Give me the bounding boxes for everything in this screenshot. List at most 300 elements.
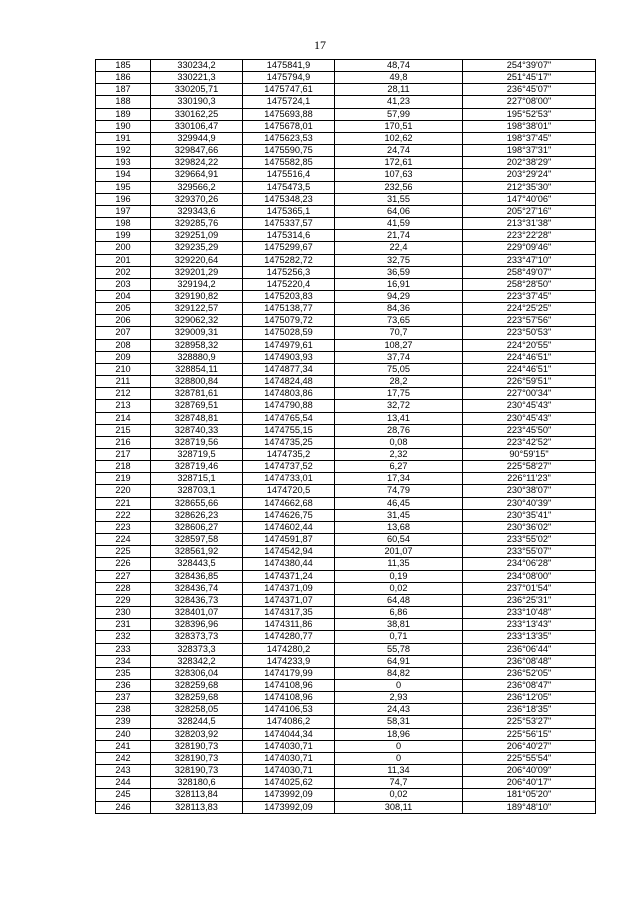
distance-cell: 57,99 [335,108,463,120]
distance-cell: 94,29 [335,290,463,302]
table-row [96,424,596,436]
point-number-cell: 210 [96,363,151,375]
y-coordinate-cell: 1474371,24 [243,570,335,582]
table-row [96,132,596,144]
table-row [96,570,596,582]
table-row [96,60,596,72]
y-coordinate-cell: 1474733,01 [243,473,335,485]
table-row [96,303,596,315]
x-coordinate-cell: 328719,56 [151,436,243,448]
table-row [96,619,596,631]
distance-cell: 64,91 [335,655,463,667]
y-coordinate-cell: 1474979,61 [243,339,335,351]
distance-cell: 24,43 [335,704,463,716]
bearing-cell: 189°48'10" [463,801,596,813]
point-number-cell: 202 [96,266,151,278]
x-coordinate-cell: 328244,5 [151,716,243,728]
y-coordinate-cell: 1475220,4 [243,278,335,290]
table-row [96,631,596,643]
bearing-cell: 223°42'52" [463,436,596,448]
y-coordinate-cell: 1475079,72 [243,315,335,327]
y-coordinate-cell: 1475028,59 [243,327,335,339]
x-coordinate-cell: 328800,84 [151,376,243,388]
x-coordinate-cell: 328342,2 [151,655,243,667]
point-number-cell: 201 [96,254,151,266]
bearing-cell: 203°29'24" [463,169,596,181]
y-coordinate-cell: 1475299,67 [243,242,335,254]
table-row [96,728,596,740]
bearing-cell: 237°01'54" [463,582,596,594]
coordinates-table [95,59,596,814]
bearing-cell: 236°08'48" [463,655,596,667]
x-coordinate-cell: 328626,23 [151,509,243,521]
x-coordinate-cell: 329009,31 [151,327,243,339]
distance-cell: 0,02 [335,582,463,594]
y-coordinate-cell: 1475203,83 [243,290,335,302]
table-row [96,120,596,132]
bearing-cell: 226°11'23" [463,473,596,485]
bearing-cell: 233°13'43" [463,619,596,631]
bearing-cell: 202°38'29" [463,157,596,169]
distance-cell: 74,79 [335,485,463,497]
y-coordinate-cell: 1474737,52 [243,461,335,473]
table-row [96,485,596,497]
bearing-cell: 206°40'09" [463,765,596,777]
bearing-cell: 230°45'43" [463,412,596,424]
y-coordinate-cell: 1475282,72 [243,254,335,266]
x-coordinate-cell: 328769,51 [151,400,243,412]
y-coordinate-cell: 1475841,9 [243,60,335,72]
x-coordinate-cell: 328436,74 [151,582,243,594]
distance-cell: 22,4 [335,242,463,254]
y-coordinate-cell: 1474380,44 [243,558,335,570]
x-coordinate-cell: 328306,04 [151,667,243,679]
point-number-cell: 214 [96,412,151,424]
y-coordinate-cell: 1474877,34 [243,363,335,375]
x-coordinate-cell: 328203,92 [151,728,243,740]
point-number-cell: 240 [96,728,151,740]
bearing-cell: 224°25'25" [463,303,596,315]
distance-cell: 24,74 [335,145,463,157]
x-coordinate-cell: 329201,29 [151,266,243,278]
table-row [96,716,596,728]
point-number-cell: 192 [96,145,151,157]
y-coordinate-cell: 1474030,71 [243,765,335,777]
y-coordinate-cell: 1474735,2 [243,449,335,461]
point-number-cell: 190 [96,120,151,132]
point-number-cell: 191 [96,132,151,144]
bearing-cell: 251°45'17" [463,72,596,84]
point-number-cell: 241 [96,740,151,752]
point-number-cell: 196 [96,193,151,205]
distance-cell: 75,05 [335,363,463,375]
point-number-cell: 235 [96,667,151,679]
y-coordinate-cell: 1474755,15 [243,424,335,436]
distance-cell: 64,48 [335,594,463,606]
table-row [96,449,596,461]
y-coordinate-cell: 1474179,99 [243,667,335,679]
bearing-cell: 236°25'31" [463,594,596,606]
x-coordinate-cell: 328655,66 [151,497,243,509]
point-number-cell: 230 [96,607,151,619]
x-coordinate-cell: 330234,2 [151,60,243,72]
distance-cell: 108,27 [335,339,463,351]
point-number-cell: 222 [96,509,151,521]
distance-cell: 201,07 [335,546,463,558]
point-number-cell: 208 [96,339,151,351]
distance-cell: 48,74 [335,60,463,72]
distance-cell: 64,06 [335,205,463,217]
y-coordinate-cell: 1474735,25 [243,436,335,448]
table-row [96,351,596,363]
bearing-cell: 223°37'45" [463,290,596,302]
table-row [96,740,596,752]
point-number-cell: 227 [96,570,151,582]
table-row [96,412,596,424]
x-coordinate-cell: 328180,6 [151,777,243,789]
x-coordinate-cell: 329122,57 [151,303,243,315]
bearing-cell: 236°06'44" [463,643,596,655]
x-coordinate-cell: 328373,3 [151,643,243,655]
bearing-cell: 223°57'56" [463,315,596,327]
point-number-cell: 200 [96,242,151,254]
table-row [96,230,596,242]
bearing-cell: 206°40'17" [463,777,596,789]
y-coordinate-cell: 1475724,1 [243,96,335,108]
point-number-cell: 217 [96,449,151,461]
distance-cell: 21,74 [335,230,463,242]
distance-cell: 31,55 [335,193,463,205]
point-number-cell: 204 [96,290,151,302]
distance-cell: 17,75 [335,388,463,400]
table-row [96,363,596,375]
y-coordinate-cell: 1475348,23 [243,193,335,205]
x-coordinate-cell: 329343,6 [151,205,243,217]
distance-cell: 74,7 [335,777,463,789]
bearing-cell: 234°08'00" [463,570,596,582]
distance-cell: 18,96 [335,728,463,740]
table-row [96,205,596,217]
x-coordinate-cell: 330162,25 [151,108,243,120]
x-coordinate-cell: 328740,33 [151,424,243,436]
table-row [96,169,596,181]
point-number-cell: 229 [96,594,151,606]
table-row [96,157,596,169]
y-coordinate-cell: 1475337,57 [243,218,335,230]
table-row [96,193,596,205]
distance-cell: 84,36 [335,303,463,315]
y-coordinate-cell: 1474765,54 [243,412,335,424]
x-coordinate-cell: 329062,32 [151,315,243,327]
y-coordinate-cell: 1474108,96 [243,692,335,704]
distance-cell: 31,45 [335,509,463,521]
x-coordinate-cell: 328113,84 [151,789,243,801]
distance-cell: 170,51 [335,120,463,132]
distance-cell: 84,82 [335,667,463,679]
table-row [96,84,596,96]
distance-cell: 41,59 [335,218,463,230]
table-row [96,108,596,120]
x-coordinate-cell: 330221,3 [151,72,243,84]
bearing-cell: 225°53'27" [463,716,596,728]
x-coordinate-cell: 329944,9 [151,132,243,144]
bearing-cell: 254°39'07" [463,60,596,72]
distance-cell: 32,72 [335,400,463,412]
y-coordinate-cell: 1474602,44 [243,521,335,533]
table-row [96,777,596,789]
distance-cell: 0,02 [335,789,463,801]
x-coordinate-cell: 329370,26 [151,193,243,205]
distance-cell: 49,8 [335,72,463,84]
point-number-cell: 226 [96,558,151,570]
y-coordinate-cell: 1475623,53 [243,132,335,144]
y-coordinate-cell: 1474371,07 [243,594,335,606]
x-coordinate-cell: 328373,73 [151,631,243,643]
y-coordinate-cell: 1475590,75 [243,145,335,157]
bearing-cell: 213°31'38" [463,218,596,230]
x-coordinate-cell: 329235,29 [151,242,243,254]
distance-cell: 0 [335,679,463,691]
distance-cell: 60,54 [335,534,463,546]
x-coordinate-cell: 329847,66 [151,145,243,157]
point-number-cell: 207 [96,327,151,339]
y-coordinate-cell: 1473992,09 [243,801,335,813]
distance-cell: 6,27 [335,461,463,473]
table-row [96,327,596,339]
coordinates-table-body [96,60,596,814]
y-coordinate-cell: 1475693,88 [243,108,335,120]
distance-cell: 28,76 [335,424,463,436]
point-number-cell: 215 [96,424,151,436]
y-coordinate-cell: 1474591,87 [243,534,335,546]
point-number-cell: 206 [96,315,151,327]
distance-cell: 232,56 [335,181,463,193]
distance-cell: 13,41 [335,412,463,424]
table-row [96,278,596,290]
x-coordinate-cell: 328597,58 [151,534,243,546]
point-number-cell: 233 [96,643,151,655]
table-row [96,692,596,704]
x-coordinate-cell: 328719,5 [151,449,243,461]
bearing-cell: 233°10'48" [463,607,596,619]
table-row [96,388,596,400]
table-row [96,290,596,302]
x-coordinate-cell: 328436,85 [151,570,243,582]
x-coordinate-cell: 328781,61 [151,388,243,400]
distance-cell: 70,7 [335,327,463,339]
table-row [96,339,596,351]
x-coordinate-cell: 328401,07 [151,607,243,619]
point-number-cell: 239 [96,716,151,728]
x-coordinate-cell: 328854,11 [151,363,243,375]
table-row [96,789,596,801]
distance-cell: 38,81 [335,619,463,631]
bearing-cell: 234°06'28" [463,558,596,570]
distance-cell: 16,91 [335,278,463,290]
table-row [96,400,596,412]
x-coordinate-cell: 329220,64 [151,254,243,266]
point-number-cell: 186 [96,72,151,84]
y-coordinate-cell: 1474233,9 [243,655,335,667]
point-number-cell: 245 [96,789,151,801]
table-row [96,521,596,533]
bearing-cell: 226°59'51" [463,376,596,388]
bearing-cell: 233°55'02" [463,534,596,546]
point-number-cell: 221 [96,497,151,509]
table-row [96,594,596,606]
bearing-cell: 198°38'01" [463,120,596,132]
bearing-cell: 90°59'15" [463,449,596,461]
x-coordinate-cell: 328259,68 [151,692,243,704]
y-coordinate-cell: 1474311,86 [243,619,335,631]
bearing-cell: 236°52'05" [463,667,596,679]
y-coordinate-cell: 1474025,62 [243,777,335,789]
y-coordinate-cell: 1474803,86 [243,388,335,400]
y-coordinate-cell: 1475678,01 [243,120,335,132]
y-coordinate-cell: 1474542,94 [243,546,335,558]
distance-cell: 2,32 [335,449,463,461]
bearing-cell: 225°55'54" [463,752,596,764]
table-row [96,667,596,679]
bearing-cell: 223°45'50" [463,424,596,436]
point-number-cell: 236 [96,679,151,691]
y-coordinate-cell: 1474626,75 [243,509,335,521]
table-row [96,607,596,619]
table-row [96,254,596,266]
table-row [96,315,596,327]
bearing-cell: 224°46'51" [463,363,596,375]
y-coordinate-cell: 1475365,1 [243,205,335,217]
distance-cell: 28,2 [335,376,463,388]
x-coordinate-cell: 328561,92 [151,546,243,558]
x-coordinate-cell: 328703,1 [151,485,243,497]
bearing-cell: 198°37'45" [463,132,596,144]
bearing-cell: 230°38'07" [463,485,596,497]
y-coordinate-cell: 1474030,71 [243,752,335,764]
x-coordinate-cell: 328436,73 [151,594,243,606]
point-number-cell: 225 [96,546,151,558]
bearing-cell: 230°45'43" [463,400,596,412]
point-number-cell: 238 [96,704,151,716]
table-row [96,181,596,193]
y-coordinate-cell: 1475516,4 [243,169,335,181]
table-row [96,436,596,448]
distance-cell: 0,19 [335,570,463,582]
x-coordinate-cell: 328113,83 [151,801,243,813]
point-number-cell: 237 [96,692,151,704]
x-coordinate-cell: 330205,71 [151,84,243,96]
x-coordinate-cell: 328259,68 [151,679,243,691]
point-number-cell: 211 [96,376,151,388]
bearing-cell: 230°35'41" [463,509,596,521]
bearing-cell: 236°12'05" [463,692,596,704]
point-number-cell: 224 [96,534,151,546]
distance-cell: 0,08 [335,436,463,448]
bearing-cell: 195°52'53" [463,108,596,120]
table-row [96,218,596,230]
distance-cell: 41,23 [335,96,463,108]
y-coordinate-cell: 1474790,88 [243,400,335,412]
y-coordinate-cell: 1475256,3 [243,266,335,278]
point-number-cell: 243 [96,765,151,777]
x-coordinate-cell: 328443,5 [151,558,243,570]
bearing-cell: 225°58'27" [463,461,596,473]
bearing-cell: 227°00'34" [463,388,596,400]
y-coordinate-cell: 1474280,77 [243,631,335,643]
point-number-cell: 246 [96,801,151,813]
point-number-cell: 195 [96,181,151,193]
x-coordinate-cell: 329566,2 [151,181,243,193]
table-row [96,534,596,546]
table-row [96,752,596,764]
x-coordinate-cell: 328396,96 [151,619,243,631]
distance-cell: 0 [335,740,463,752]
bearing-cell: 225°56'15" [463,728,596,740]
x-coordinate-cell: 328958,32 [151,339,243,351]
point-number-cell: 188 [96,96,151,108]
point-number-cell: 242 [96,752,151,764]
table-row [96,473,596,485]
x-coordinate-cell: 330190,3 [151,96,243,108]
x-coordinate-cell: 328719,46 [151,461,243,473]
point-number-cell: 244 [96,777,151,789]
distance-cell: 13,68 [335,521,463,533]
table-row [96,679,596,691]
x-coordinate-cell: 329664,91 [151,169,243,181]
bearing-cell: 205°27'16" [463,205,596,217]
distance-cell: 32,75 [335,254,463,266]
distance-cell: 58,31 [335,716,463,728]
bearing-cell: 224°20'55" [463,339,596,351]
point-number-cell: 223 [96,521,151,533]
distance-cell: 11,35 [335,558,463,570]
bearing-cell: 258°28'50" [463,278,596,290]
distance-cell: 36,59 [335,266,463,278]
bearing-cell: 224°46'51" [463,351,596,363]
y-coordinate-cell: 1475747,61 [243,84,335,96]
bearing-cell: 147°40'06" [463,193,596,205]
point-number-cell: 234 [96,655,151,667]
point-number-cell: 213 [96,400,151,412]
bearing-cell: 233°47'10" [463,254,596,266]
distance-cell: 11,34 [335,765,463,777]
x-coordinate-cell: 329824,22 [151,157,243,169]
distance-cell: 17,34 [335,473,463,485]
distance-cell: 28,11 [335,84,463,96]
distance-cell: 172,61 [335,157,463,169]
y-coordinate-cell: 1474030,71 [243,740,335,752]
x-coordinate-cell: 330106,47 [151,120,243,132]
x-coordinate-cell: 328258,05 [151,704,243,716]
table-row [96,376,596,388]
x-coordinate-cell: 329190,82 [151,290,243,302]
table-row [96,801,596,813]
bearing-cell: 223°50'53" [463,327,596,339]
bearing-cell: 233°13'35" [463,631,596,643]
y-coordinate-cell: 1474662,68 [243,497,335,509]
y-coordinate-cell: 1474108,96 [243,679,335,691]
table-row [96,765,596,777]
x-coordinate-cell: 328748,81 [151,412,243,424]
bearing-cell: 230°40'39" [463,497,596,509]
y-coordinate-cell: 1474086,2 [243,716,335,728]
point-number-cell: 199 [96,230,151,242]
point-number-cell: 205 [96,303,151,315]
distance-cell: 6,86 [335,607,463,619]
table-row [96,461,596,473]
table-row [96,497,596,509]
bearing-cell: 181°05'20" [463,789,596,801]
